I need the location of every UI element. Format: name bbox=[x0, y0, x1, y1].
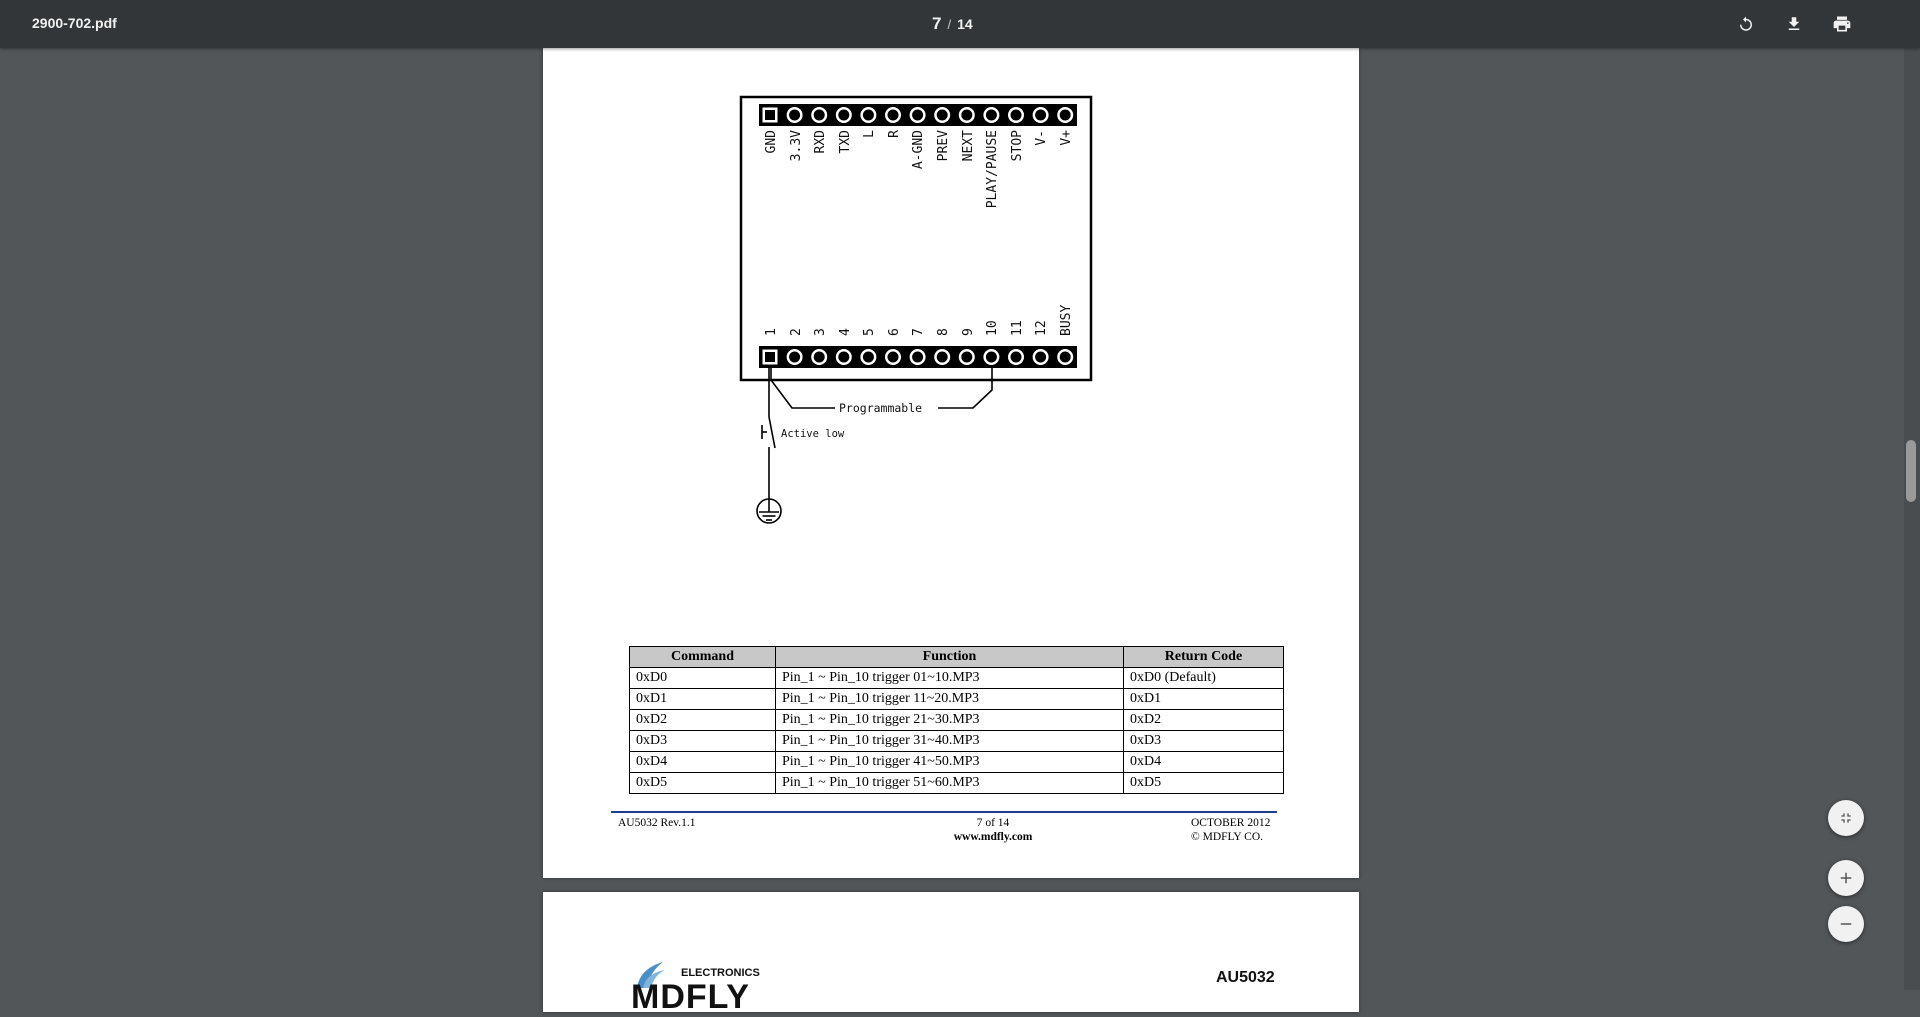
active-low-label: Active low bbox=[781, 428, 845, 440]
footer-rule bbox=[611, 811, 1277, 813]
document-title: 2900-702.pdf bbox=[32, 15, 117, 31]
function-cell: Pin_1 ~ Pin_10 trigger 11~20.MP3 bbox=[776, 689, 1124, 710]
pin-number-1: 1 bbox=[764, 328, 779, 336]
pin-label-rxd: RXD bbox=[813, 130, 828, 154]
top-header-pin-hole-7 bbox=[912, 110, 923, 121]
pin-number-4: 4 bbox=[838, 328, 853, 336]
return-code-cell: 0xD2 bbox=[1124, 710, 1284, 731]
pinout-diagram bbox=[543, 48, 1359, 568]
command-table bbox=[629, 646, 1284, 794]
download-icon bbox=[1785, 15, 1803, 33]
fit-to-page-button[interactable] bbox=[1828, 800, 1864, 836]
bottom-header-pin-hole-13 bbox=[1060, 352, 1071, 363]
top-header-pin-hole-6 bbox=[888, 110, 899, 121]
function-cell: Pin_1 ~ Pin_10 trigger 51~60.MP3 bbox=[776, 773, 1124, 794]
rotate-button[interactable] bbox=[1732, 10, 1760, 38]
bottom-header-pin-hole-2 bbox=[789, 352, 800, 363]
page-separator: / bbox=[947, 17, 952, 32]
fit-to-page-icon bbox=[1838, 810, 1854, 826]
pin-number-12: 12 bbox=[1034, 320, 1049, 336]
function-cell: Pin_1 ~ Pin_10 trigger 41~50.MP3 bbox=[776, 752, 1124, 773]
table-row bbox=[630, 689, 1284, 710]
top-header-pin-hole-2 bbox=[789, 110, 800, 121]
bottom-header-pin-hole-5 bbox=[863, 352, 874, 363]
pin-label-3v3: 3.3V bbox=[789, 130, 804, 162]
table-header-row bbox=[630, 647, 1284, 668]
download-button[interactable] bbox=[1780, 10, 1808, 38]
top-header-pin-hole-3 bbox=[814, 110, 825, 121]
return-code-cell: 0xD3 bbox=[1124, 731, 1284, 752]
table-row bbox=[630, 773, 1284, 794]
rotate-icon bbox=[1737, 15, 1755, 33]
pin-label-a-gnd: A-GND bbox=[911, 130, 926, 170]
print-button[interactable] bbox=[1828, 10, 1856, 38]
pin-number-10: 10 bbox=[985, 320, 1000, 336]
pin-number-11: 11 bbox=[1010, 320, 1025, 336]
programmable-label: Programmable bbox=[839, 401, 923, 415]
pushbutton-symbol bbox=[762, 368, 775, 499]
pin-number-2: 2 bbox=[789, 328, 804, 336]
pin-number-8: 8 bbox=[936, 328, 951, 336]
command-cell: 0xD1 bbox=[630, 689, 776, 710]
bottom-header-pin-hole-9 bbox=[961, 352, 972, 363]
top-header-pin-hole-1 bbox=[765, 110, 775, 120]
footer-copyright: © MDFLY CO. bbox=[1191, 831, 1264, 843]
function-cell: Pin_1 ~ Pin_10 trigger 01~10.MP3 bbox=[776, 668, 1124, 689]
command-cell: 0xD2 bbox=[630, 710, 776, 731]
footer-date: OCTOBER 2012 bbox=[1191, 817, 1271, 829]
pin-number-6: 6 bbox=[887, 328, 902, 336]
bottom-header-pin-hole-11 bbox=[1011, 352, 1022, 363]
table-row bbox=[630, 731, 1284, 752]
footer-page-number: 7 of 14 bbox=[976, 817, 1010, 829]
footer-revision: AU5032 Rev.1.1 bbox=[618, 817, 696, 829]
return-code-cell: 0xD4 bbox=[1124, 752, 1284, 773]
top-header-pin-hole-4 bbox=[838, 110, 849, 121]
pdf-page-8 bbox=[543, 892, 1359, 1016]
pin-label-txd: TXD bbox=[838, 130, 853, 154]
bottom-header-pin-hole-1 bbox=[765, 352, 775, 362]
pin-number-3: 3 bbox=[813, 328, 828, 336]
pin-label-v-minus: V- bbox=[1034, 130, 1049, 146]
current-page-number[interactable]: 7 bbox=[932, 14, 942, 33]
pin-number-7: 7 bbox=[911, 328, 926, 336]
pin-label-stop: STOP bbox=[1010, 130, 1025, 162]
pdf-page-7 bbox=[543, 48, 1359, 878]
zoom-in-button[interactable] bbox=[1828, 860, 1864, 896]
command-cell: 0xD4 bbox=[630, 752, 776, 773]
pin-label-next: NEXT bbox=[961, 130, 976, 162]
footer-website-link[interactable]: www.mdfly.com bbox=[953, 831, 1033, 843]
pin-label-v-plus: V+ bbox=[1059, 130, 1074, 146]
table-row bbox=[630, 752, 1284, 773]
bottom-header-pin-hole-10 bbox=[986, 352, 997, 363]
bottom-header-pin-hole-6 bbox=[888, 352, 899, 363]
pin-number-9: 9 bbox=[961, 328, 976, 336]
vertical-scrollbar[interactable] bbox=[1904, 48, 1920, 990]
total-pages: 14 bbox=[957, 16, 973, 32]
command-cell: 0xD5 bbox=[630, 773, 776, 794]
viewer-toolbar bbox=[0, 0, 1920, 48]
top-header-pin-hole-12 bbox=[1035, 110, 1046, 121]
zoom-out-button[interactable] bbox=[1828, 906, 1864, 942]
zoom-out-icon bbox=[1837, 915, 1855, 933]
top-header-pin-hole-9 bbox=[961, 110, 972, 121]
ground-icon bbox=[757, 499, 781, 523]
top-header-pin-hole-13 bbox=[1060, 110, 1071, 121]
page-indicator bbox=[932, 14, 973, 34]
command-cell: 0xD3 bbox=[630, 731, 776, 752]
pin-label-prev: PREV bbox=[936, 130, 951, 162]
column-header-function: Function bbox=[776, 647, 1124, 668]
top-header-pin-hole-11 bbox=[1011, 110, 1022, 121]
diagram-labels bbox=[764, 130, 1074, 336]
function-cell: Pin_1 ~ Pin_10 trigger 21~30.MP3 bbox=[776, 710, 1124, 731]
pin-label-play-pause: PLAY/PAUSE bbox=[985, 130, 1000, 209]
return-code-cell: 0xD1 bbox=[1124, 689, 1284, 710]
column-header-command: Command bbox=[630, 647, 776, 668]
return-code-cell: 0xD5 bbox=[1124, 773, 1284, 794]
logo-electronics-text: ELECTRONICS bbox=[681, 967, 760, 979]
bottom-header-pin-hole-3 bbox=[814, 352, 825, 363]
top-header-pin-hole-8 bbox=[937, 110, 948, 121]
bottom-header-pin-hole-4 bbox=[838, 352, 849, 363]
top-header-pin-hole-5 bbox=[863, 110, 874, 121]
pin-label-l: L bbox=[862, 130, 877, 138]
page-header-model: AU5032 bbox=[1216, 969, 1275, 986]
command-cell: 0xD0 bbox=[630, 668, 776, 689]
bottom-header-pin-hole-8 bbox=[937, 352, 948, 363]
logo-brand-text: MDFLY bbox=[631, 978, 750, 1016]
return-code-cell: 0xD0 (Default) bbox=[1124, 668, 1284, 689]
scrollbar-thumb[interactable] bbox=[1906, 440, 1916, 502]
table-row bbox=[630, 710, 1284, 731]
pin-label-r: R bbox=[887, 130, 902, 138]
function-cell: Pin_1 ~ Pin_10 trigger 31~40.MP3 bbox=[776, 731, 1124, 752]
pin-number-5: 5 bbox=[862, 328, 877, 336]
pin-label-gnd: GND bbox=[764, 130, 779, 154]
print-icon bbox=[1832, 14, 1852, 34]
zoom-in-icon bbox=[1837, 869, 1855, 887]
pin-label-busy: BUSY bbox=[1059, 304, 1074, 336]
table-row bbox=[630, 668, 1284, 689]
top-header-pin-hole-10 bbox=[986, 110, 997, 121]
bottom-header-pin-hole-12 bbox=[1035, 352, 1046, 363]
column-header-return-code: Return Code bbox=[1124, 647, 1284, 668]
bottom-header-pin-hole-7 bbox=[912, 352, 923, 363]
